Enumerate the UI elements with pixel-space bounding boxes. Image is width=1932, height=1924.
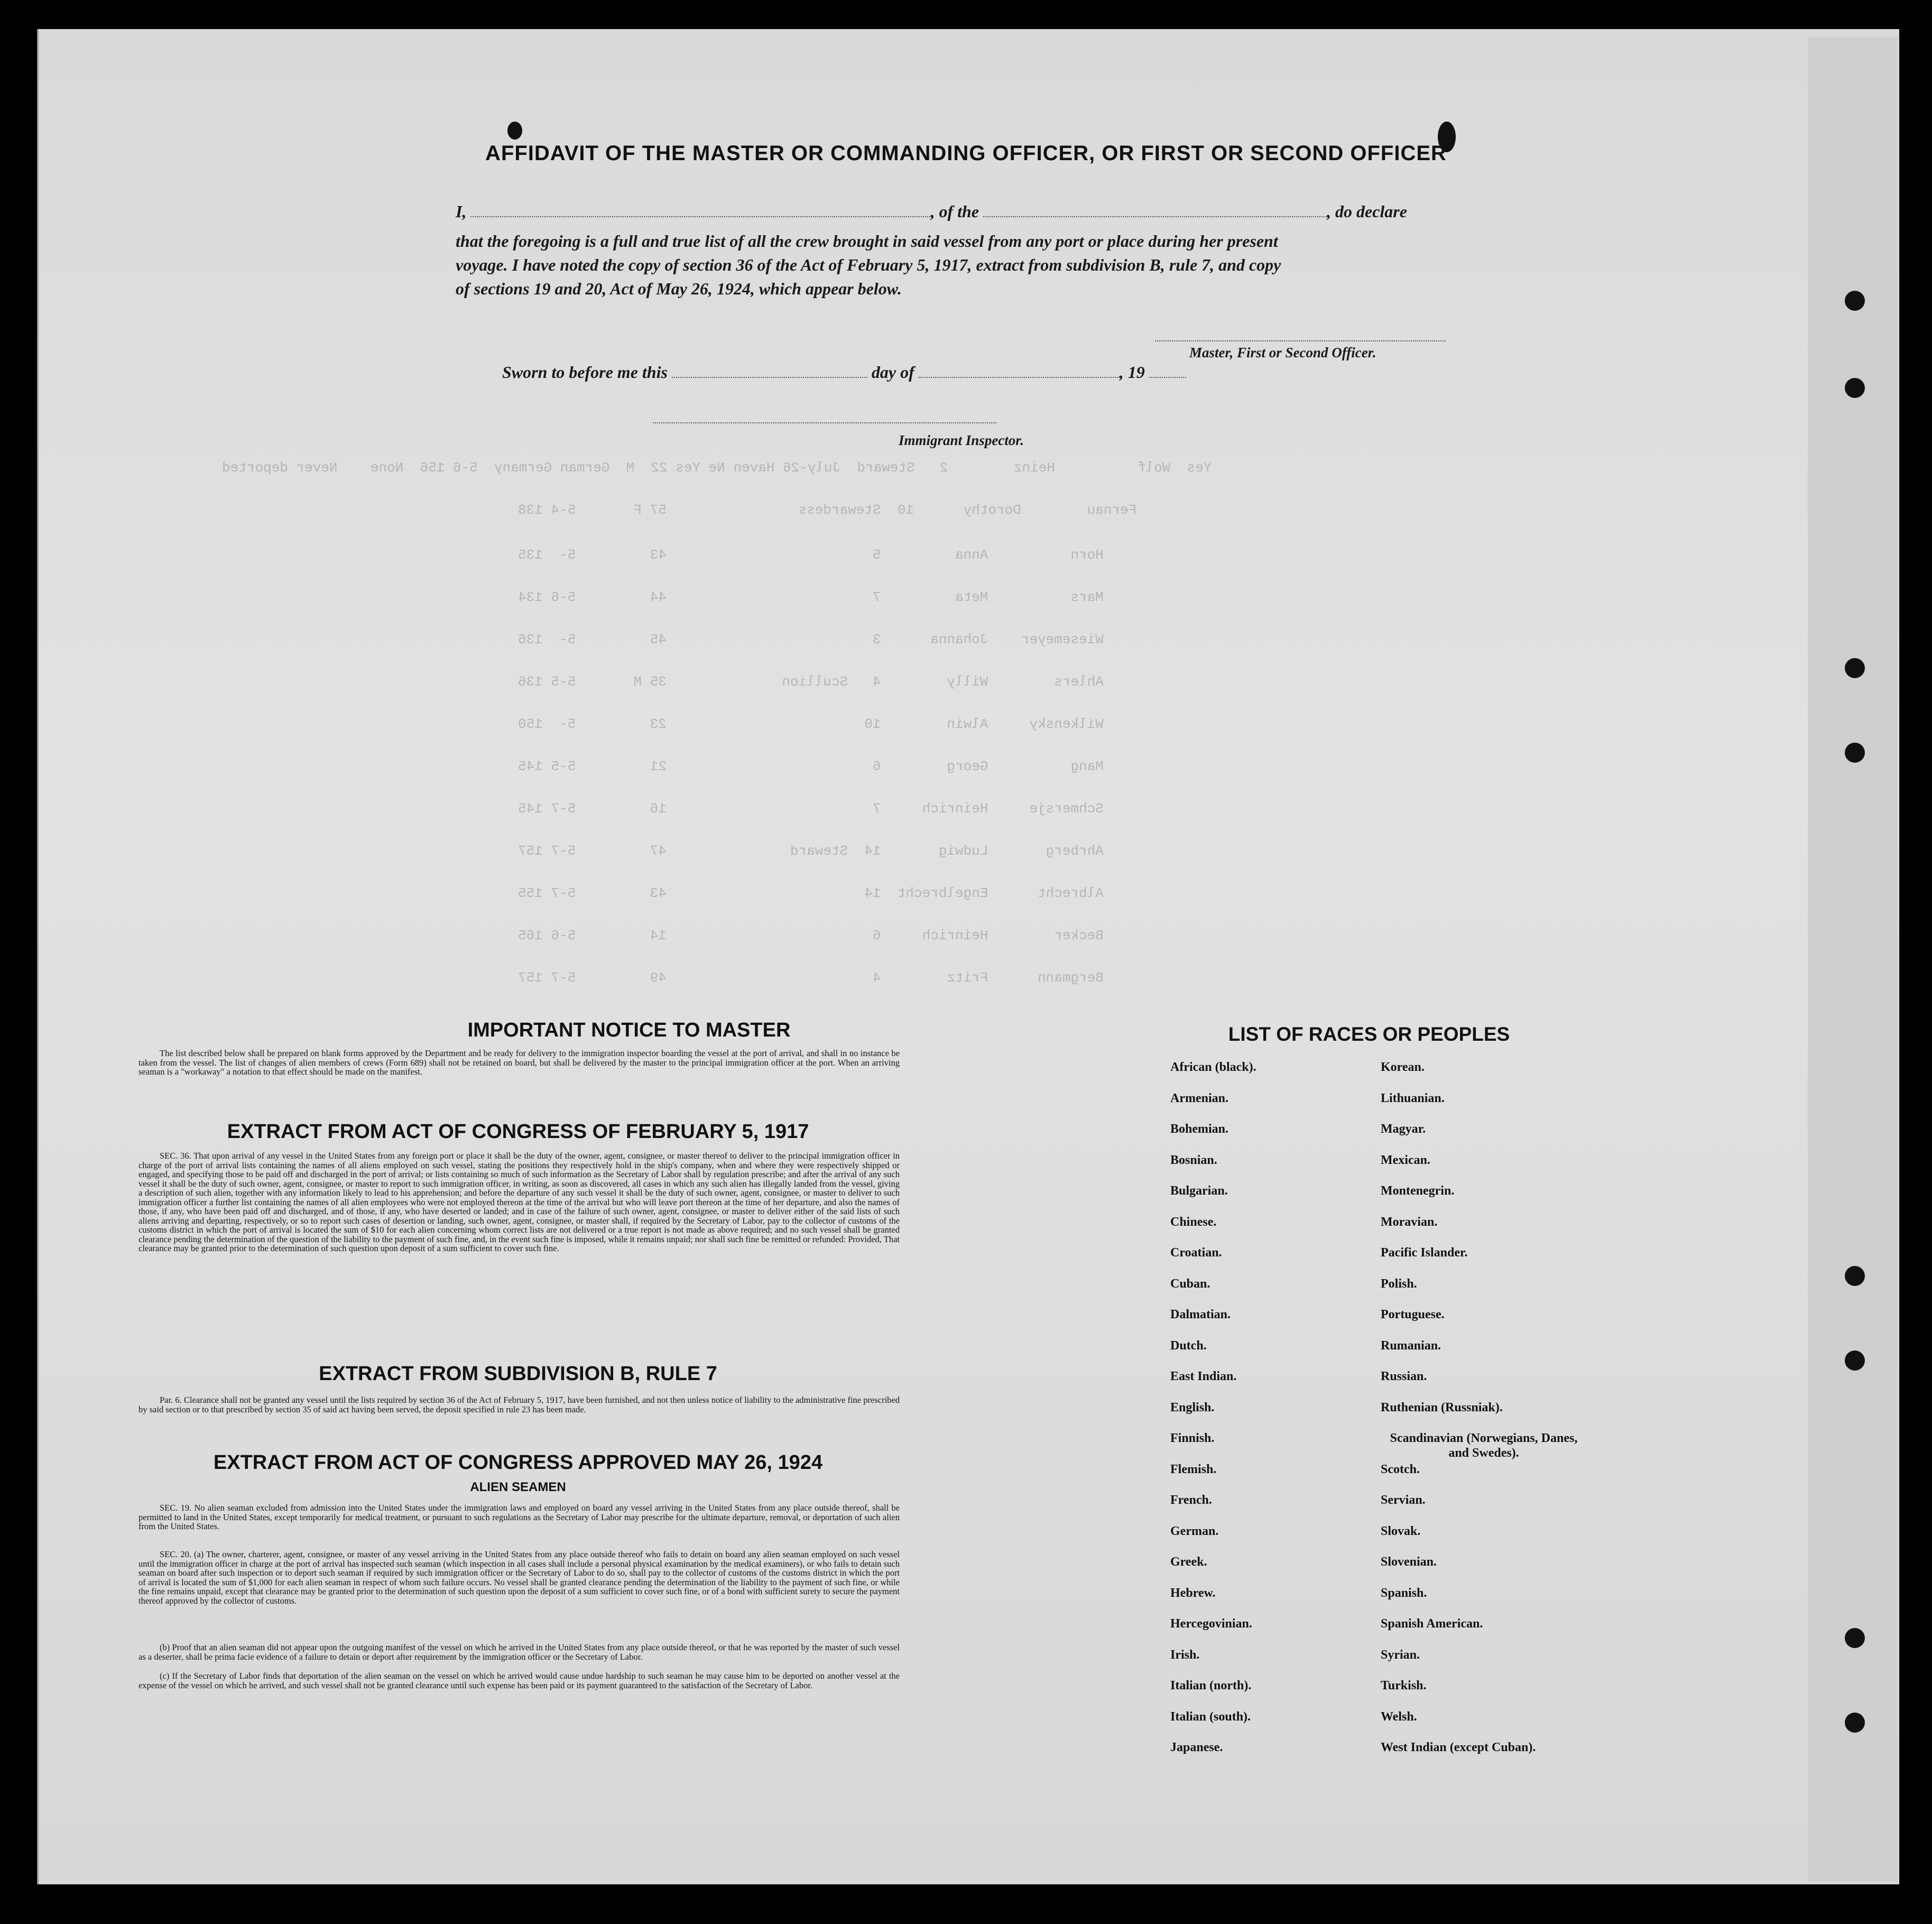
- punch-hole: [1845, 1713, 1865, 1733]
- race-item: Slovenian.: [1381, 1555, 1437, 1569]
- sworn-day-blank[interactable]: [672, 364, 867, 378]
- extract-1924-title: EXTRACT FROM ACT OF CONGRESS APPROVED MAY 26, 1924: [213, 1451, 823, 1474]
- race-item: Scotch.: [1381, 1462, 1420, 1476]
- extract-1924-sec20a: SEC. 20. (a) The owner, charterer, agent, consignee, or master of any vessel arriving in the United States from any place outside thereof who fails to detain on board any alien seaman employed on such vessel until the immigration officer in charge at the port of arrival has inspected such seaman (which inspection in all cases shall include a personal physical examination by the medical examiners), or who fails to detain such seaman on board after such inspection or to deport such seaman if required by such immigration officer or the Secretary of Labor to do so, shall pay to the collector of customs of the customs district in which the port of arrival is located the sum of $1,000 for each alien seaman in respect of whom such failure occurs. No vessel shall be granted clearance pending the determination of the liability to the payment of such fine, or while the fine remains unpaid, except that clearance may be granted prior to the determination of such question upon the deposit of a sum sufficient to cover such fine, or of a bond with sufficient surety to secure the payment thereof approved by the collector of customs.: [138, 1549, 900, 1606]
- binding-hole: [507, 122, 522, 140]
- race-item: African (black).: [1170, 1060, 1256, 1074]
- extract-1917-title: EXTRACT FROM ACT OF CONGRESS OF FEBRUARY 5, 1917: [227, 1121, 809, 1143]
- inspector-caption: Immigrant Inspector.: [899, 432, 1024, 448]
- name-blank[interactable]: [470, 204, 930, 217]
- race-item: Irish.: [1170, 1648, 1200, 1662]
- punch-hole: [1845, 743, 1865, 763]
- race-item: Bohemian.: [1170, 1122, 1229, 1136]
- extract-1924-subtitle: ALIEN SEAMEN: [470, 1480, 566, 1494]
- race-item: Armenian.: [1170, 1091, 1228, 1105]
- race-item: Pacific Islander.: [1381, 1246, 1468, 1260]
- punch-hole: [1845, 1350, 1865, 1371]
- sworn-line: [502, 363, 1186, 382]
- race-item: Welsh.: [1381, 1709, 1417, 1724]
- race-item: West Indian (except Cuban).: [1381, 1741, 1536, 1754]
- extract-1924-sec19: SEC. 19. No alien seaman excluded from admission into the United States under the immigration laws and employed on board any vessel arriving in the United States from any place outside thereof, shall be permitted to land in the United States, except temporarily for medical treatment, or pursuant to such regulations as the Secretary of Labor may prescribe for the ultimate departure, removal, or deportation of such alien from the United States.: [138, 1503, 900, 1531]
- races-title: LIST OF RACES OR PEOPLES: [1228, 1023, 1510, 1045]
- punch-hole: [1845, 1628, 1865, 1648]
- race-item: Polish.: [1381, 1276, 1417, 1291]
- race-item: Chinese.: [1170, 1215, 1217, 1229]
- year-label: , 19: [1119, 363, 1145, 382]
- race-item: Spanish American.: [1381, 1617, 1483, 1631]
- sworn-label: Sworn to before me this: [502, 363, 668, 382]
- race-item: Moravian.: [1381, 1215, 1438, 1229]
- sworn-month-blank[interactable]: [919, 364, 1120, 378]
- race-item: Portuguese.: [1381, 1308, 1445, 1321]
- race-item: Greek.: [1170, 1555, 1207, 1569]
- race-item: Korean.: [1381, 1060, 1425, 1074]
- race-item: Lithuanian.: [1381, 1091, 1445, 1105]
- race-item: Italian (north).: [1170, 1679, 1252, 1692]
- race-item: East Indian.: [1170, 1370, 1237, 1383]
- race-item: Hercegovinian.: [1170, 1617, 1252, 1631]
- punch-hole: [1845, 1266, 1865, 1286]
- race-item: Hebrew.: [1170, 1586, 1216, 1600]
- punch-hole: [1845, 291, 1865, 311]
- race-item: Montenegrin.: [1381, 1184, 1455, 1198]
- race-item: Syrian.: [1381, 1648, 1420, 1662]
- sworn-year-blank[interactable]: [1149, 364, 1186, 378]
- race-item: Slovak.: [1381, 1524, 1421, 1538]
- notice-body: The list described below shall be prepared on blank forms approved by the Department and be ready for delivery to the immigration inspector boarding the vessel at the port of arrival, and shall in no instance be taken from the vessel. The list of changes of alien members of crews (Form 689) shall not be retained on board, but shall be delivered by the master to the principal immigration officer at the port. When an arriving seaman is a "workaway" a notation to that effect should be made on the manifest.: [138, 1048, 900, 1077]
- race-item: Scandinavian (Norwegians, Danes, and Swedes).: [1390, 1431, 1578, 1460]
- inspector-signature-line[interactable]: [653, 410, 996, 423]
- rule7-body: Par. 6. Clearance shall not be granted any vessel until the lists required by section 36 of the Act of February 5, 1917, have been furnished, and not then unless notice of liability to the administrative fine prescribed by said section or to that prescribed by section 35 of said act having been served, the deposit specified in rule 23 has been made.: [138, 1395, 900, 1414]
- notice-title: IMPORTANT NOTICE TO MASTER: [467, 1019, 791, 1041]
- rule7-title: EXTRACT FROM SUBDIVISION B, RULE 7: [319, 1363, 717, 1385]
- affidavit-line-3: voyage. I have noted the copy of section 36 of the Act of February 5, 1917, extract from subdivision B, rule 7, and copy: [456, 255, 1281, 274]
- race-item: Bosnian.: [1170, 1153, 1217, 1167]
- day-of-label: day of: [871, 363, 914, 382]
- affidavit-line-1: [456, 202, 1407, 221]
- punch-hole: [1845, 658, 1865, 678]
- race-item: Finnish.: [1170, 1431, 1215, 1445]
- race-item: Turkish.: [1381, 1679, 1427, 1692]
- document-edge: [1808, 37, 1898, 1882]
- race-item: Bulgarian.: [1170, 1184, 1228, 1198]
- race-item: Spanish.: [1381, 1586, 1427, 1600]
- extract-1924-sec20c: (c) If the Secretary of Labor finds that deportation of the alien seaman on the vessel on which he arrived would cause undue hardship to such seaman he may cause him to be deported on another vessel at the expense of the vessel on which he arrived, and such vessel shall not be granted clearance until such expense has been paid or its payment guaranteed to the satisfaction of the Secretary of Labor.: [138, 1671, 900, 1690]
- affidavit-title: AFFIDAVIT OF THE MASTER OR COMMANDING OFFICER, OR FIRST OR SECOND OFFICER: [485, 142, 1447, 165]
- race-item: Japanese.: [1170, 1741, 1223, 1754]
- race-item: Croatian.: [1170, 1246, 1222, 1260]
- race-item: Ruthenian (Russniak).: [1381, 1400, 1503, 1414]
- race-item: Magyar.: [1381, 1122, 1426, 1136]
- races-right-column: [1381, 1060, 1587, 1771]
- document-sheet: [37, 29, 1899, 1884]
- affidavit-line-2: that the foregoing is a full and true list of all the crew brought in said vessel from any port or place during her present: [456, 232, 1278, 251]
- vessel-blank[interactable]: [983, 204, 1327, 217]
- race-item: Mexican.: [1381, 1153, 1430, 1167]
- race-item: German.: [1170, 1524, 1219, 1538]
- punch-hole: [1845, 378, 1865, 398]
- race-item: French.: [1170, 1493, 1212, 1507]
- affidavit-line-4: of sections 19 and 20, Act of May 26, 1924, which appear below.: [456, 279, 902, 298]
- race-item: Servian.: [1381, 1493, 1426, 1507]
- race-item: Dutch.: [1170, 1338, 1207, 1353]
- race-item: Flemish.: [1170, 1462, 1217, 1476]
- race-item: Russian.: [1381, 1370, 1427, 1383]
- races-left-column: [1170, 1060, 1256, 1771]
- affidavit-of-the: , of the: [930, 202, 979, 221]
- affidavit-i: I,: [456, 202, 467, 221]
- master-signature-caption: Master, First or Second Officer.: [1189, 345, 1376, 360]
- race-item: Italian (south).: [1170, 1709, 1251, 1724]
- race-item: Dalmatian.: [1170, 1308, 1231, 1321]
- extract-1917-body: SEC. 36. That upon arrival of any vessel in the United States from any foreign port or place it shall be the duty of the owner, agent, consignee, or master thereof to deliver to the principal immigration officer in charge of the port of arrival lists containing the names of all aliens employed on such vessel, stating the positions they respectively hold in the ship's company, when and where they were respectively shipped or engaged, and specifying those to be paid off and discharged in the port of arrival; or lists containing so much of such information as the Secretary of Labor shall by regulation prescribe; and after the arrival of any such vessel it shall be the duty of such owner, agent, consignee, or master to report to such immigration officer, in writing, as soon as discovered, all cases in which any such alien has illegally landed from the vessel, giving a description of such alien, together with any information likely to lead to his apprehension; and before the departure of any such vessel it shall be the duty of such owner, agent, consignee, or master to deliver to such immigration officer a further list containing the names of all alien employees who were not employed thereon at the time of the arrival but who will leave port thereon at the time of her departure, and also the names of those, if any, who have been paid off and discharged, and of those, if any, who have deserted or landed; and in case of the failure of such owner, agent, consignee, or master to deliver either of the said lists of such aliens arriving and departing, respectively, or so to report such cases of desertion or landing, such owner, agent, consignee, or master shall, if required by the Secretary of Labor, pay to the collector of customs of the customs district in which the port of arrival is located the sum of $10 for each alien concerning whom correct lists are not delivered or a true report is not made as above required; and no such vessel shall be granted clearance pending the determination of the question of the liability to the payment of such fine, and, in the event such fine is imposed, while it remains unpaid; nor shall such fine be remitted or refunded: Provided, That clearance may be granted prior to the determination of such question upon deposit of a sum sufficient to cover such fine.: [138, 1151, 900, 1253]
- affidavit-declare: , do declare: [1327, 202, 1407, 221]
- race-item: Cuban.: [1170, 1276, 1210, 1291]
- extract-1924-sec20b: (b) Proof that an alien seaman did not appear upon the outgoing manifest of the vessel on which he arrived in the United States from any place outside thereof, or that he was reported by the master of such vessel as a deserter, shall be prima facie evidence of a failure to detain or deport after requirement by the immigration officer or the Secretary of Labor.: [138, 1642, 900, 1662]
- race-item: Rumanian.: [1381, 1338, 1441, 1353]
- race-item: English.: [1170, 1400, 1215, 1414]
- master-signature-line[interactable]: [1155, 328, 1446, 341]
